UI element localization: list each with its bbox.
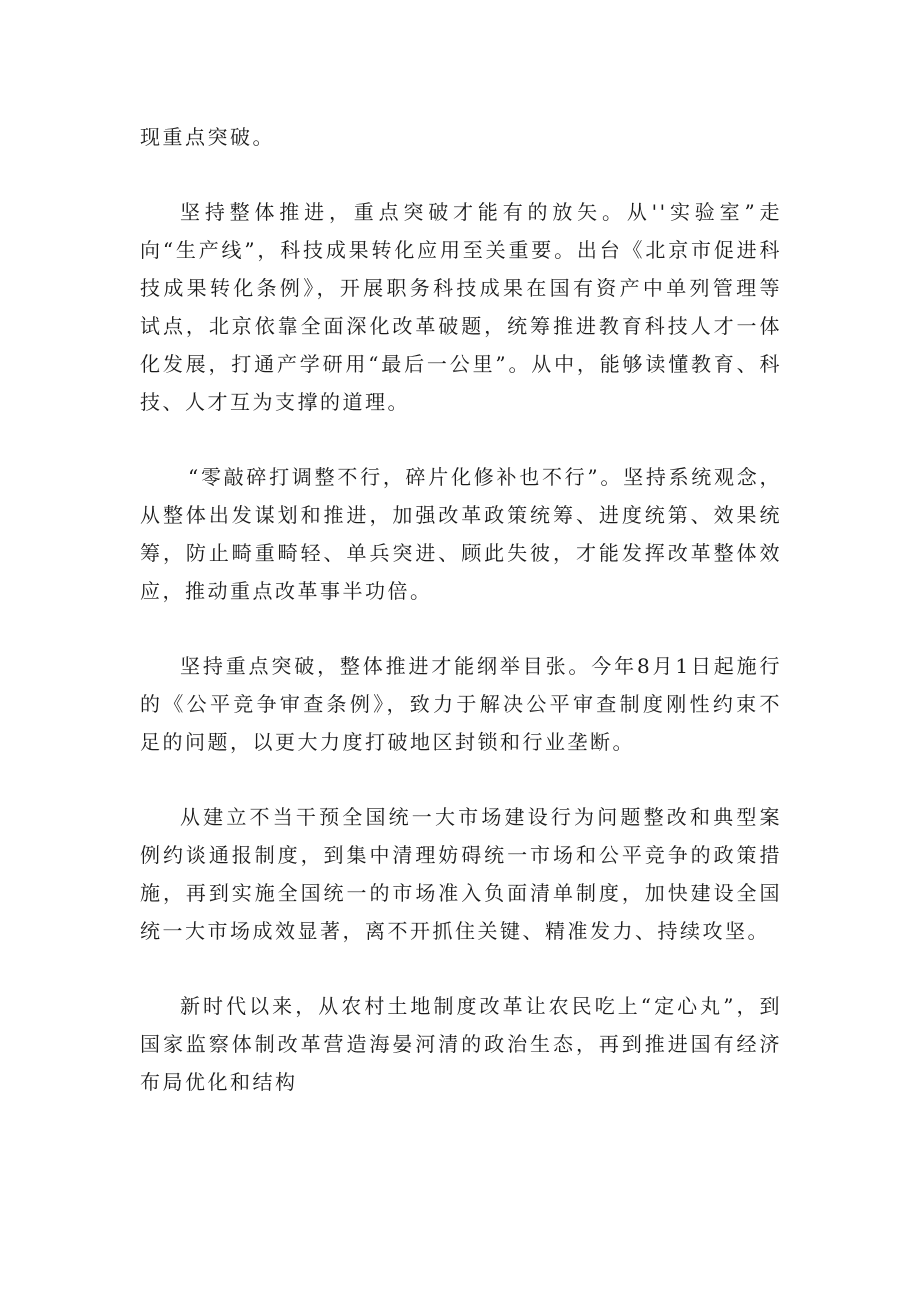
paragraph-unified-market: 从建立不当干预全国统一大市场建设行为问题整改和典型案例约谈通报制度，到集中清理妨碍统一市场和公平竞争的政策措施，再到实施全国统一的市场准入负面清单制度，加快建设全国统一大市场成效显著，离不开抓住关键、精准发力、持续攻坚。	[140, 805, 782, 943]
document-body	[140, 118, 782, 1138]
paragraph-fair-competition: 坚持重点突破，整体推进才能纲举目张。今年8月1日起施行的《公平竞争审查条例》，致力于解决公平审查制度刚性约束不足的问题，以更大力度打破地区封锁和行业垄断。	[140, 654, 782, 754]
paragraph-continuation: 现重点突破。	[140, 125, 275, 149]
paragraph-system-view: “零敲碎打调整不行，碎片化修补也不行”。坚持系统观念，从整体出发谋划和推进，加强改革政策统筹、进度统第、效果统筹，防止畸重畸轻、单兵突进、顾此失彼，才能发挥改革整体效应，推动重点改革事半功倍。	[140, 465, 782, 603]
paragraph-new-era: 新时代以来，从农村土地制度改革让农民吃上“定心丸”，到国家监察体制改革营造海晏河清的政治生态，再到推进国有经济布局优化和结构	[140, 994, 782, 1094]
paragraph-tech-transfer: 坚持整体推进，重点突破才能有的放矢。从''实验室”走向“生产线”，科技成果转化应用至关重要。出台《北京市促进科技成果转化条例》，开展职务科技成果在国有资产中单列管理等试点，北京依靠全面深化改革破题，统筹推进教育科技人才一体化发展，打通产学研用“最后一公里”。从中，能够读懂教育、科技、人才互为支撑的道理。	[140, 200, 782, 414]
